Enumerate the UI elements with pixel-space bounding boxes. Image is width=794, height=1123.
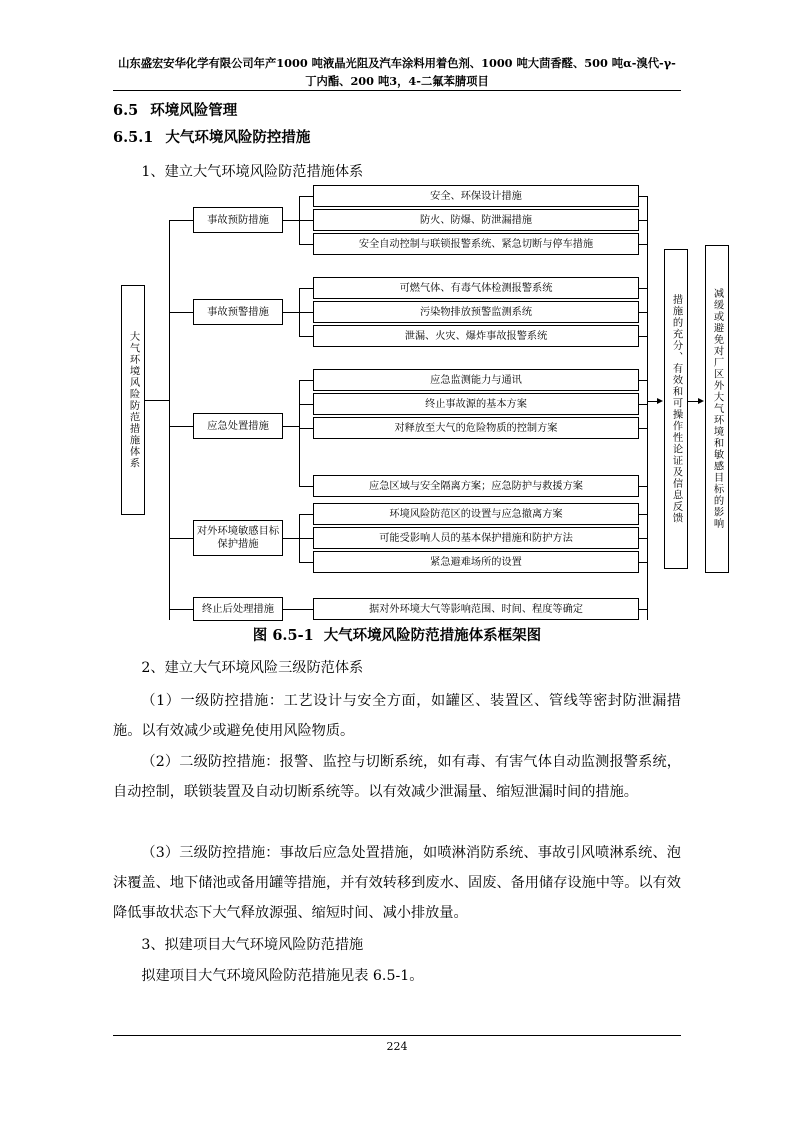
leaf-3-3-right (639, 428, 647, 429)
leaf-4-3-right (639, 562, 647, 563)
b2-c2-connector (299, 312, 313, 313)
branch-1-out (283, 220, 299, 221)
figure-leaf-box-1-2: 防火、防爆、防泄漏措施 (313, 209, 639, 231)
figure-leaf-box-2-2: 污染物排放预警监测系统 (313, 301, 639, 323)
b3-c2-connector (299, 404, 313, 405)
list-item-3: 3、拟建项目大气环境风险防范措施 (141, 937, 364, 953)
footer-divider (113, 1035, 681, 1036)
header-line-1: 山东盛宏安华化学有限公司年产1000 吨液晶光阻及汽车涂料用着色剂、1000 吨大茴香醛、500 吨α-溴代-γ- (118, 56, 676, 70)
branch-1-connector (169, 220, 193, 221)
figure-leaf-box-3-3: 对释放至大气的危险物质的控制方案 (313, 417, 639, 439)
b4-c1-connector (299, 514, 313, 515)
figure-leaf-box-4-1: 环境风险防范区的设置与应急撤离方案 (313, 503, 639, 525)
figure-leaf-box-3-1: 应急监测能力与通讯 (313, 369, 639, 391)
leaf-1-1-right (639, 196, 647, 197)
figure-validation-box: 措施的充分、有效和可操作性论证及信息反馈 (664, 249, 688, 569)
b3-c3-connector (299, 428, 313, 429)
leaf-5-1-right (639, 609, 647, 610)
figure-caption-number: 图 6.5-1 (252, 627, 314, 644)
page-header (113, 54, 681, 90)
branch-3-out (283, 426, 299, 427)
paragraph-level-3: （3）三级防控措施：事故后应急处置措施，如喷淋消防系统、事故引风喷淋系统、泡沫覆盖、地下储池或备用罐等措施，并有效转移到废水、固废、备用储存设施中等。以有效降低事故状态下大气释放源强、缩短时间、减小排放量。 (113, 845, 681, 921)
b1-c2-connector (299, 220, 313, 221)
figure-leaf-box-4-3: 紧急避难场所的设置 (313, 551, 639, 573)
page-number: 224 (386, 1040, 408, 1053)
branch-3-connector (169, 426, 193, 427)
b4-c3-connector (299, 562, 313, 563)
branch-4-connector (169, 538, 193, 539)
leaf-3-4-right (639, 486, 647, 487)
figure-leaf-box-5-1: 据对外环境大气等影响范围、时间、程度等确定 (313, 598, 639, 620)
section-heading-6-5 (113, 99, 237, 120)
validation-to-outcome (688, 401, 698, 402)
paragraph-level-1: （1）一级防控措施：工艺设计与安全方面，如罐区、装置区、管线等密封防泄漏措施。以有效减少或避免使用风险物质。 (113, 693, 681, 739)
section-number: 6.5 (113, 102, 139, 119)
figure-leaf-box-3-4: 应急区域与安全隔离方案；应急防护与救援方案 (313, 475, 639, 497)
b1-c3-connector (299, 244, 313, 245)
leaf-4-1-right (639, 514, 647, 515)
subsection-number: 6.5.1 (113, 129, 154, 146)
leaf-2-2-right (639, 312, 647, 313)
figure-risk-framework (113, 185, 724, 615)
figure-leaf-box-1-3: 安全自动控制与联锁报警系统、紧急切断与停车措施 (313, 233, 639, 255)
figure-outcome-box: 减缓或避免对厂区外大气环境和敏感目标的影响 (705, 245, 729, 573)
section-heading-6-5-1 (113, 126, 310, 147)
leaf-4-2-right (639, 538, 647, 539)
leaf-3-2-right (639, 404, 647, 405)
branch-5-connector (169, 609, 193, 610)
branch-4-out (283, 538, 299, 539)
b2-c1-connector (299, 288, 313, 289)
root-to-spine (145, 400, 169, 401)
figure-branch-box-5: 终止后处理措施 (193, 597, 283, 621)
figure-leaf-box-2-3: 泄漏、火灾、爆炸事故报警系统 (313, 325, 639, 347)
leaf-1-2-right (639, 220, 647, 221)
section-title: 环境风险管理 (150, 102, 238, 119)
branch-5-out (283, 609, 313, 610)
collector-to-validation (647, 401, 657, 402)
arrow-to-outcome-icon (698, 398, 704, 404)
subsection-title: 大气环境风险防控措施 (165, 129, 311, 146)
right-collector-spine (647, 196, 648, 620)
figure-branch-box-4: 对外环境敏感目标保护措施 (193, 520, 283, 556)
branch-2-connector (169, 312, 193, 313)
figure-caption-text: 大气环境风险防范措施体系框架图 (323, 627, 542, 644)
list-item-1: 1、建立大气环境风险防范措施体系 (141, 164, 364, 180)
figure-branch-box-2: 事故预警措施 (193, 299, 283, 325)
leaf-3-1-right (639, 380, 647, 381)
root-spine (169, 220, 170, 620)
figure-branch-box-1: 事故预防措施 (193, 207, 283, 233)
b2-c3-connector (299, 336, 313, 337)
figure-leaf-box-4-2: 可能受影响人员的基本保护措施和防护方法 (313, 527, 639, 549)
figure-leaf-box-3-2: 终止事故源的基本方案 (313, 393, 639, 415)
b3-c4-connector (299, 486, 313, 487)
figure-caption (113, 624, 681, 645)
paragraph-level-2: （2）二级防控措施：报警、监控与切断系统，如有毒、有害气体自动监测报警系统，自动控制，联锁装置及自动切断系统等。以有效减少泄漏量、缩短泄漏时间的措施。 (113, 754, 681, 800)
branch-2-out (283, 312, 299, 313)
header-line-2: 丁内酯、200 吨3，4-二氟苯腈项目 (305, 74, 489, 88)
b1-c1-connector (299, 196, 313, 197)
figure-branch-box-3: 应急处置措施 (193, 413, 283, 439)
figure-root-box: 大气环境风险防范措施体系 (121, 285, 145, 515)
arrow-to-validation-icon (657, 398, 663, 404)
leaf-2-1-right (639, 288, 647, 289)
list-item-2: 2、建立大气环境风险三级防范体系 (141, 660, 364, 676)
leaf-1-3-right (639, 244, 647, 245)
figure-leaf-box-1-1: 安全、环保设计措施 (313, 185, 639, 207)
leaf-2-3-right (639, 336, 647, 337)
b4-c2-connector (299, 538, 313, 539)
header-divider (113, 90, 681, 91)
b3-c1-connector (299, 380, 313, 381)
branch-3-spine (299, 380, 300, 486)
paragraph-table-ref: 拟建项目大气环境风险防范措施见表 6.5-1。 (141, 968, 424, 984)
figure-leaf-box-2-1: 可燃气体、有毒气体检测报警系统 (313, 277, 639, 299)
